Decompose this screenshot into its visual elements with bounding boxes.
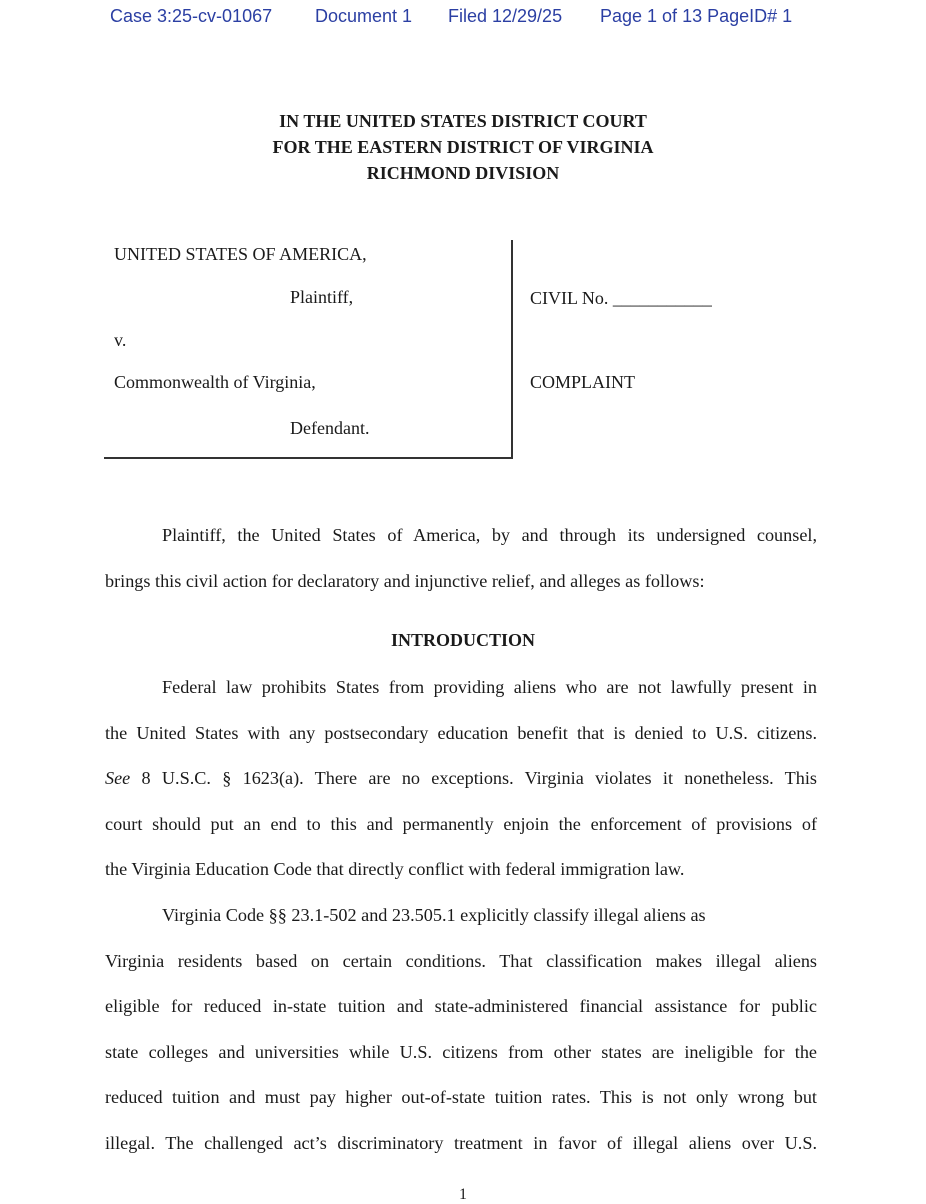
defendant-name: Commonwealth of Virginia, bbox=[114, 372, 316, 392]
paragraph-line: the Virginia Education Code that directly conflict with federal immigration law. bbox=[105, 859, 685, 879]
paragraph-line: state colleges and universities while U.S. citizens from other states are ineligible for the bbox=[105, 1041, 817, 1062]
case-caption bbox=[0, 0, 926, 470]
page-number: 1 bbox=[459, 1186, 467, 1203]
paragraph-1 bbox=[105, 665, 817, 893]
versus: v. bbox=[114, 330, 127, 350]
paragraph-line-text: 8 U.S.C. § 1623(a). There are no exceptions. Virginia violates it nonetheless. This bbox=[130, 768, 817, 788]
paragraph-line: illegal. The challenged act’s discriminatory treatment in favor of illegal aliens over U.S. bbox=[105, 1132, 817, 1153]
filed-date: Filed 12/29/25 bbox=[448, 6, 563, 26]
plaintiff-role: Plaintiff, bbox=[290, 287, 354, 307]
paragraph-line: Virginia Code §§ 23.1-502 and 23.505.1 explicitly classify illegal aliens as bbox=[162, 905, 706, 925]
paragraph-line bbox=[105, 756, 817, 802]
preamble-line: Plaintiff, the United States of America, by and through its undersigned counsel, bbox=[162, 525, 817, 545]
page-id: Page 1 of 13 PageID# 1 bbox=[600, 6, 793, 26]
paragraph-line: Federal law prohibits States from providing aliens who are not lawfully present in bbox=[162, 677, 817, 697]
defendant-role: Defendant. bbox=[290, 418, 370, 438]
paragraph-line: eligible for reduced in-state tuition and state-administered financial assistance for public bbox=[105, 996, 817, 1016]
caption-horizontal-divider bbox=[104, 457, 513, 459]
civil-number: CIVIL No. ___________ bbox=[530, 288, 712, 308]
paragraph-2 bbox=[105, 893, 817, 1166]
case-number: Case 3:25-cv-01067 bbox=[110, 6, 273, 26]
section-heading-introduction: INTRODUCTION bbox=[390, 630, 536, 650]
court-title-line-2: FOR THE EASTERN DISTRICT OF VIRGINIA bbox=[272, 137, 654, 157]
court-title-line-3: RICHMOND DIVISION bbox=[366, 163, 560, 183]
paragraph-line: reduced tuition and must pay higher out-of-state tuition rates. This is not only wrong but bbox=[105, 1087, 817, 1107]
citation-signal: See bbox=[105, 768, 131, 788]
caption-vertical-divider bbox=[511, 240, 513, 458]
document-type: COMPLAINT bbox=[530, 372, 636, 392]
plaintiff-name: UNITED STATES OF AMERICA, bbox=[114, 244, 367, 264]
paragraph-line: the United States with any postsecondary education benefit that is denied to U.S. citizens. bbox=[105, 722, 817, 743]
paragraph-line: court should put an end to this and permanently enjoin the enforcement of provisions of bbox=[105, 813, 817, 834]
document-number: Document 1 bbox=[315, 6, 413, 26]
preamble-line: brings this civil action for declaratory and injunctive relief, and alleges as follows: bbox=[105, 570, 705, 591]
court-title-line-1: IN THE UNITED STATES DISTRICT COURT bbox=[279, 111, 647, 131]
paragraph-line: Virginia residents based on certain conditions. That classification makes illegal aliens bbox=[105, 950, 817, 971]
preamble bbox=[105, 513, 817, 604]
